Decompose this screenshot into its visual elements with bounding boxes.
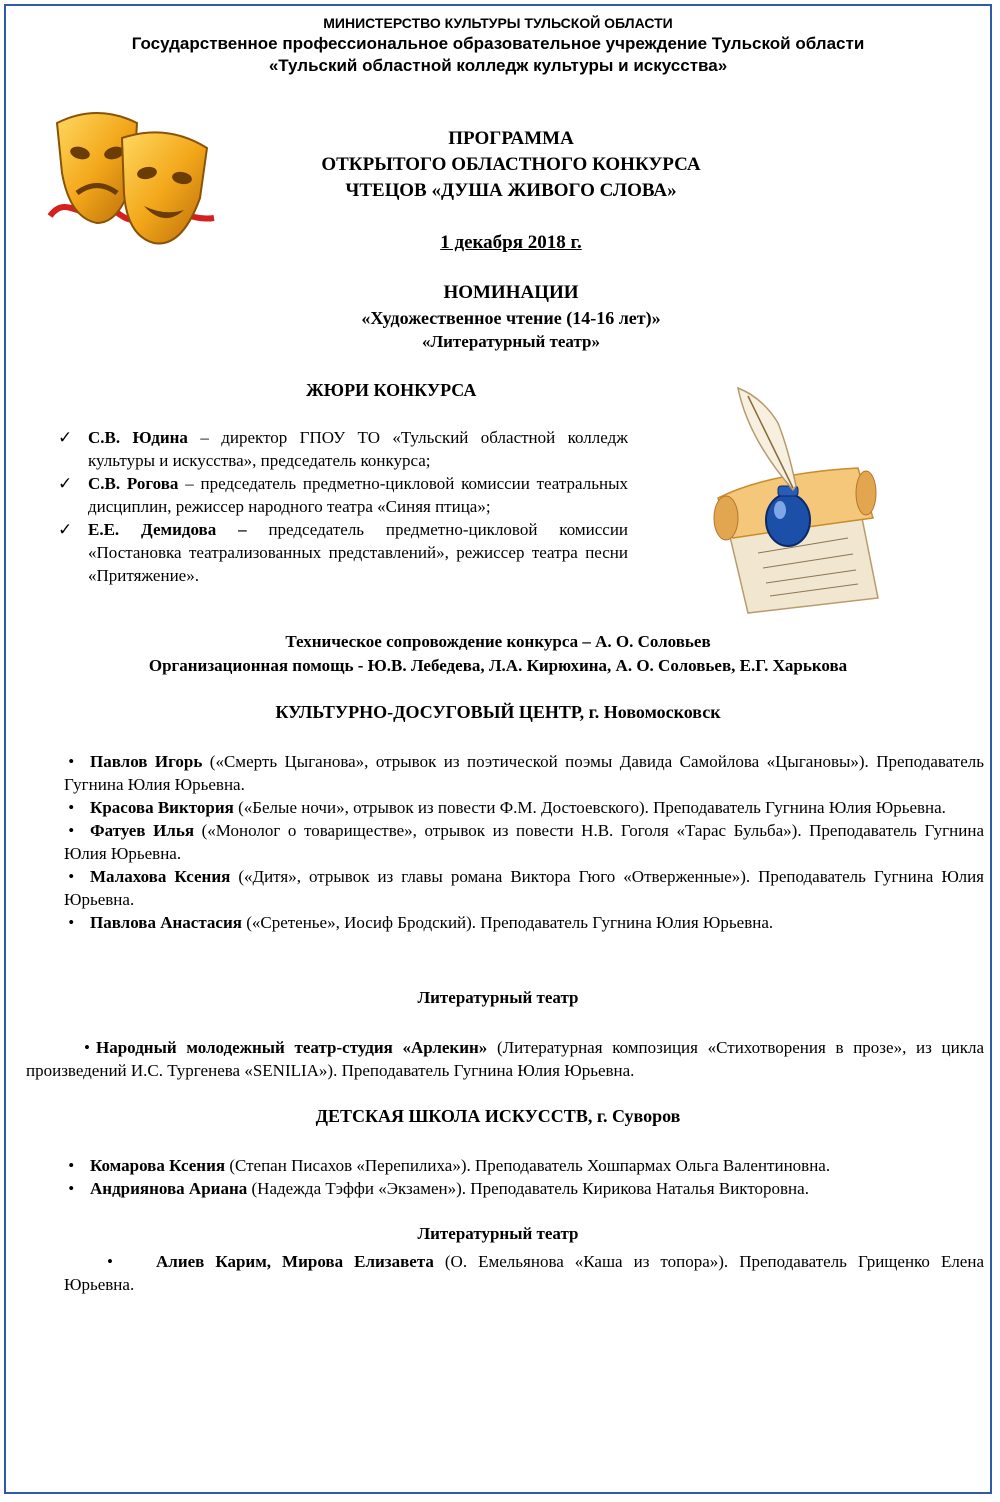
bullet-icon: • xyxy=(64,821,75,840)
program-title: ПРОГРАММА xyxy=(448,128,574,149)
participant-work: («Монолог о товариществе», отрывок из повести Н.В. Гоголя «Тарас Бульба»). Преподаватель Гугнина Юлия Юрьевна. xyxy=(64,821,984,863)
participant-name: Павлов Игорь xyxy=(90,752,203,771)
list-item xyxy=(64,865,984,911)
lit-theater-1-title: Литературный театр xyxy=(417,988,579,1007)
participant-name: Андриянова Ариана xyxy=(90,1179,248,1198)
lit-theater-2-list xyxy=(64,1250,984,1296)
jury-member xyxy=(58,426,628,472)
participant-work: (Надежда Тэффи «Экзамен»). Преподаватель Кирикова Наталья Викторовна. xyxy=(247,1179,809,1198)
jury-member-role: председатель предметно-цикловой комиссии «Постановка театрализованных представлений», режиссер театра песни «Притяжение». xyxy=(88,520,629,585)
jury-member-role: – председатель предметно-цикловой комиссии театральных дисциплин, режиссер народного театра «Синяя птица»; xyxy=(88,474,629,516)
list-item xyxy=(26,1036,984,1082)
lit-theater-1-list xyxy=(26,1036,984,1082)
org-support: Организационная помощь - Ю.В. Лебедева, Л.А. Кирюхина, А. О. Соловьев, Е.Г. Харькова xyxy=(148,656,848,675)
participant-work: (О. Емельянова «Каша из топора»). Преподаватель Грищенко Елена Юрьевна. xyxy=(64,1252,984,1294)
participant-name: Фатуев Илья xyxy=(90,821,195,840)
participant-work: («Сретенье», Иосиф Бродский). Преподаватель Гугнина Юлия Юрьевна. xyxy=(241,913,774,932)
bullet-icon: • xyxy=(64,752,75,771)
checkmark-icon: ✓ xyxy=(58,520,73,539)
checkmark-icon: ✓ xyxy=(58,428,73,447)
participant-name: Алиев Карим, Мирова Елизавета xyxy=(156,1252,434,1271)
jury-member-role: – директор ГПОУ ТО «Тульский областной колледж культуры и искусства», председатель конкурса; xyxy=(88,428,628,470)
section-1-title: КУЛЬТУРНО-ДОСУГОВЫЙ ЦЕНТР, г. Новомосковск xyxy=(275,702,721,722)
college-header: «Тульский областной колледж культуры и искусства» xyxy=(268,56,728,75)
jury-member-name: С.В. Юдина xyxy=(88,428,188,447)
quill-scroll-icon xyxy=(708,378,898,618)
program-subtitle: ОТКРЫТОГО ОБЛАСТНОГО КОНКУРСА xyxy=(321,154,701,175)
participant-work: («Белые ночи», отрывок из повести Ф.М. Достоевского). Преподаватель Гугнина Юлия Юрьевна. xyxy=(233,798,946,817)
nomination-2: «Литературный театр» xyxy=(421,332,601,351)
list-item xyxy=(64,819,984,865)
participant-name: Малахова Ксения xyxy=(90,867,231,886)
contest-name: ЧТЕЦОВ «ДУША ЖИВОГО СЛОВА» xyxy=(345,180,677,201)
participant-work: (Литературная композиция «Стихотворения в прозе», из цикла произведений И.С. Тургенева «SENILIA»). Преподаватель Гугнина Юлия Юрьевна. xyxy=(26,1038,984,1080)
bullet-icon: • xyxy=(64,867,75,886)
lit-theater-2-title: Литературный театр xyxy=(417,1224,579,1243)
bullet-icon: • xyxy=(64,1179,75,1198)
jury-member xyxy=(58,472,628,518)
list-item xyxy=(64,1250,984,1296)
jury-title: ЖЮРИ КОНКУРСА xyxy=(306,380,477,400)
checkmark-icon: ✓ xyxy=(58,474,73,493)
ministry-header: МИНИСТЕРСТВО КУЛЬТУРЫ ТУЛЬСКОЙ ОБЛАСТИ xyxy=(323,15,673,31)
list-item xyxy=(64,796,984,819)
jury-list xyxy=(58,426,628,587)
bullet-icon: • xyxy=(64,798,75,817)
list-item xyxy=(64,1154,984,1177)
jury-member xyxy=(58,518,628,587)
participant-name: Красова Виктория xyxy=(90,798,234,817)
participant-work: («Дитя», отрывок из главы романа Виктора Гюго «Отверженные»). Преподаватель Гугнина Юлия Юрьевна. xyxy=(64,867,984,909)
participant-name: Павлова Анастасия xyxy=(90,913,242,932)
bullet-icon: • xyxy=(64,1156,75,1175)
section-1-list xyxy=(64,750,984,934)
participant-name: Народный молодежный театр-студия «Арлекин» xyxy=(96,1038,488,1057)
bullet-icon: • xyxy=(64,913,75,932)
participant-work: («Смерть Цыганова», отрывок из поэтической поэмы Давида Самойлова «Цыгановы»). Преподаватель Гугнина Юлия Юрьевна. xyxy=(64,752,984,794)
list-item xyxy=(64,1177,984,1200)
jury-member-name: С.В. Рогова xyxy=(88,474,179,493)
page-frame xyxy=(4,4,992,1494)
institution-header: Государственное профессиональное образовательное учреждение Тульской области xyxy=(131,34,865,53)
bullet-icon: • xyxy=(84,1038,90,1057)
list-item xyxy=(64,750,984,796)
section-2-list xyxy=(64,1154,984,1200)
event-date: 1 декабря 2018 г. xyxy=(440,232,582,253)
list-item xyxy=(64,911,984,934)
bullet-icon: • xyxy=(107,1252,113,1271)
nominations-title: НОМИНАЦИИ xyxy=(443,282,579,303)
participant-name: Комарова Ксения xyxy=(90,1156,226,1175)
participant-work: (Степан Писахов «Перепилиха»). Преподаватель Хошпармах Ольга Валентиновна. xyxy=(225,1156,831,1175)
nomination-1: «Художественное чтение (14-16 лет)» xyxy=(361,308,661,328)
tech-support: Техническое сопровождение конкурса – А. О. Соловьев xyxy=(285,632,711,651)
jury-member-name: Е.Е. Демидова – xyxy=(88,520,247,539)
theater-masks-icon xyxy=(42,98,222,268)
section-2-title: ДЕТСКАЯ ШКОЛА ИСКУССТВ, г. Суворов xyxy=(315,1106,681,1126)
